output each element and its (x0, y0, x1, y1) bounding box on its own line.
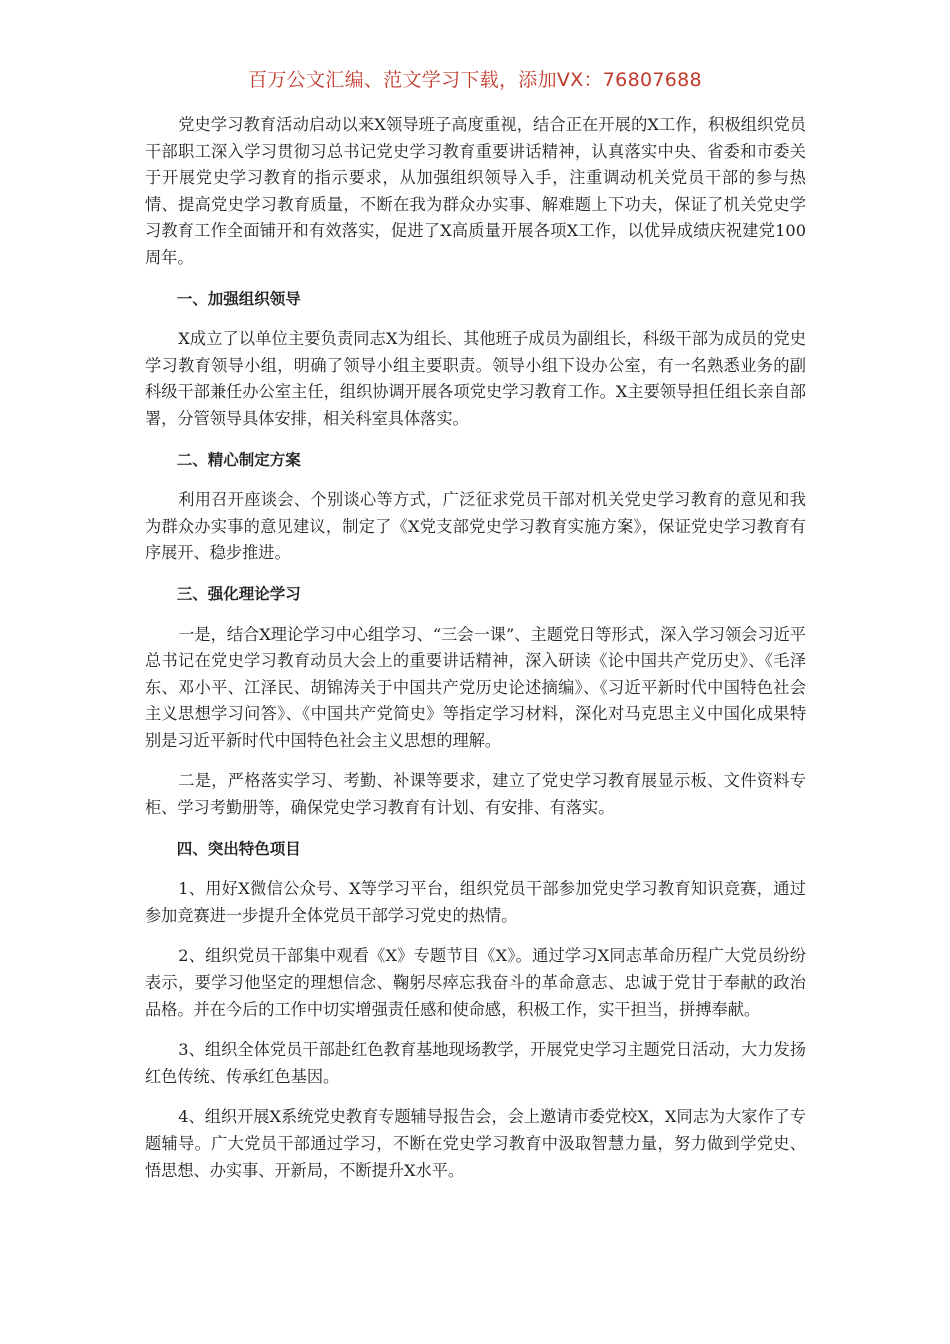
section-1-paragraph: X成立了以单位主要负责同志X为组长、其他班子成员为副组长，科级干部为成员的党史学习教育领导小组，明确了领导小组主要职责。领导小组下设办公室，有一名熟悉业务的副科级干部兼任办公室主任，组织协调开展各项党史学习教育工作。X主要领导担任组长亲自部署，分管领导具体安排，相关科室具体落实。 (145, 329, 806, 428)
section-heading-3: 三、强化理论学习 (176, 584, 301, 603)
watermark-banner: 百万公文汇编、范文学习下载，添加VX：76807688 (248, 69, 702, 91)
section-4-item-2: 2、组织党员干部集中观看《X》专题节目《X》。通过学习X同志革命历程广大党员纷纷表示，要学习他坚定的理想信念、鞠躬尽瘁忘我奋斗的革命意志、忠诚于党甘于奉献的政治品格。并在今后的工作中切实增强责任感和使命感，积极工作，实干担当，拼搏奉献。 (145, 946, 806, 1019)
document-body (145, 112, 806, 1184)
section-heading-1: 一、加强组织领导 (176, 289, 301, 308)
section-4-item-3: 3、组织全体党员干部赴红色教育基地现场教学，开展党史学习主题党日活动，大力发扬红色传统、传承红色基因。 (145, 1040, 806, 1086)
section-2-paragraph: 利用召开座谈会、个别谈心等方式，广泛征求党员干部对机关党史学习教育的意见和我为群众办实事的意见建议，制定了《X党支部党史学习教育实施方案》，保证党史学习教育有序展开、稳步推进。 (145, 490, 806, 563)
section-heading-4: 四、突出特色项目 (176, 839, 301, 858)
section-4-item-4: 4、组织开展X系统党史教育专题辅导报告会，会上邀请市委党校X，X同志为大家作了专题辅导。广大党员干部通过学习，不断在党史学习教育中汲取智慧力量，努力做到学党史、悟思想、办实事、开新局，不断提升X水平。 (145, 1107, 806, 1180)
section-3-paragraph-b: 二是，严格落实学习、考勤、补课等要求，建立了党史学习教育展显示板、文件资料专柜、学习考勤册等，确保党史学习教育有计划、有安排、有落实。 (145, 771, 806, 818)
section-heading-2: 二、精心制定方案 (176, 450, 301, 469)
section-3-paragraph-a: 一是，结合X理论学习中心组学习、“三会一课”、主题党日等形式，深入学习领会习近平总书记在党史学习教育动员大会上的重要讲话精神，深入研读《论中国共产党历史》、《毛泽东、邓小平、江泽民、胡锦涛关于中国共产党历史论述摘编》、《习近平新时代中国特色社会主义思想学习问答》、《中国共产党简史》等指定学习材料，深化对马克思主义中国化成果特别是习近平新时代中国特色社会主义思想的理解。 (145, 624, 806, 750)
section-4-item-1: 1、用好X微信公众号、X等学习平台，组织党员干部参加党史学习教育知识竞赛，通过参加竞赛进一步提升全体党员干部学习党史的热情。 (145, 879, 806, 925)
intro-paragraph: 党史学习教育活动启动以来X领导班子高度重视，结合正在开展的X工作，积极组织党员干部职工深入学习贯彻习总书记党史学习教育重要讲话精神，认真落实中央、省委和市委关于开展党史学习教育的指示要求，从加强组织领导入手，注重调动机关党员干部的参与热情、提高党史学习教育质量，不断在我为群众办实事、解难题上下功夫，保证了机关党史学习教育工作全面铺开和有效落实，促进了X高质量开展各项X工作，以优异成绩庆祝建党100周年。 (145, 115, 806, 267)
